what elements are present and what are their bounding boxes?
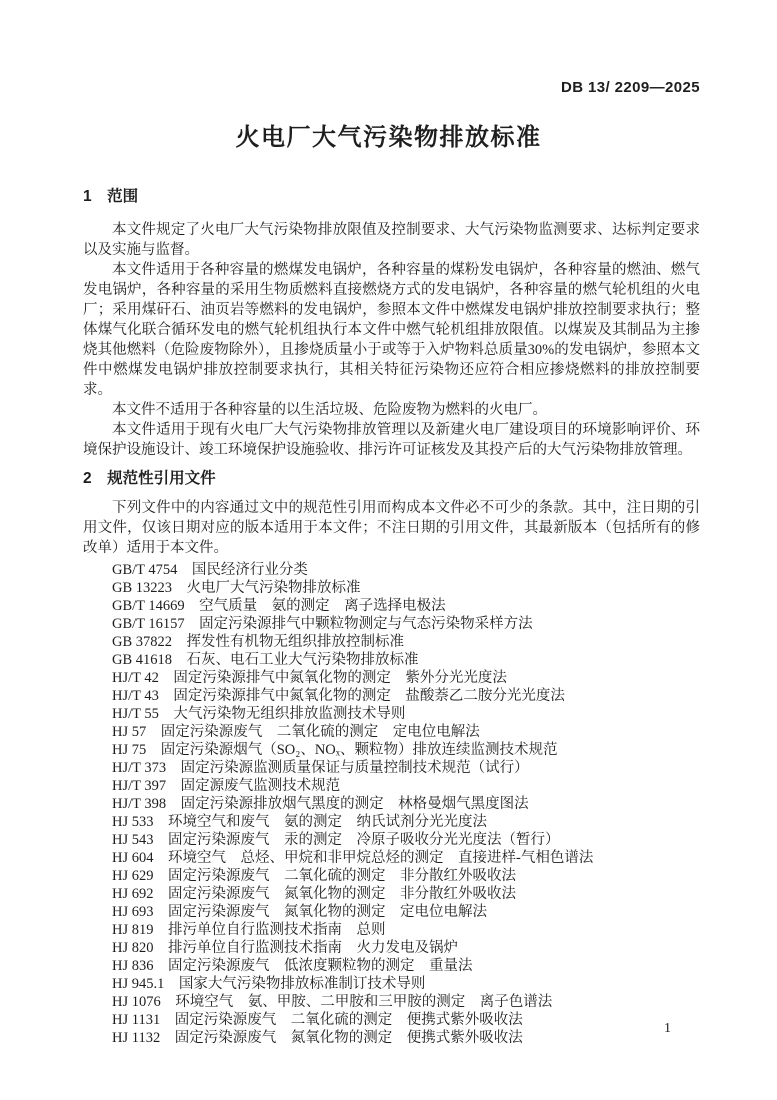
paragraph: 本文件不适用于各种容量的以生活垃圾、危险废物为燃料的火电厂。 <box>112 402 547 418</box>
paragraph: 本文件适用于现有火电厂大气污染物排放管理以及新建火电厂建设项目的环境影响评价、环境保护设施设计、竣工环境保护设施验收、排污许可证核发及其投产后的大气污染物排放管理。 <box>83 422 700 458</box>
reference-item: HJ 533 环境空气和废气 氨的测定 纳氏试剂分光光度法 <box>112 814 487 830</box>
reference-item: GB/T 4754 国民经济行业分类 <box>112 562 308 578</box>
document-body <box>83 186 700 1047</box>
section-scope <box>83 186 700 460</box>
section-2-paragraphs <box>83 498 700 558</box>
reference-item: HJ 945.1 国家大气污染物排放标准制订技术导则 <box>112 976 426 992</box>
reference-item: GB/T 16157 固定污染源排气中颗粒物测定与气态污染物采样方法 <box>112 616 533 632</box>
reference-item: HJ/T 398 固定污染源排放烟气黑度的测定 林格曼烟气黑度图法 <box>112 796 529 812</box>
reference-item: HJ 543 固定污染源废气 汞的测定 冷原子吸收分光光度法（暂行） <box>112 832 560 848</box>
reference-item: HJ 57 固定污染源废气 二氧化硫的测定 定电位电解法 <box>112 724 480 740</box>
reference-item: HJ/T 42 固定污染源排气中氮氧化物的测定 紫外分光光度法 <box>112 670 507 686</box>
reference-item: HJ/T 373 固定污染源监测质量保证与质量控制技术规范（试行） <box>112 760 529 776</box>
section-1-paragraphs <box>83 220 700 460</box>
reference-item: HJ/T 43 固定污染源排气中氮氧化物的测定 盐酸萘乙二胺分光光度法 <box>112 688 565 704</box>
reference-list <box>83 561 700 1047</box>
paragraph: 本文件适用于各种容量的燃煤发电锅炉，各种容量的煤粉发电锅炉，各种容量的燃油、燃气发电锅炉，各种容量的采用生物质燃料直接燃烧方式的发电锅炉，各种容量的燃气轮机组的火电厂；采用煤矸石、油页岩等燃料的发电锅炉，参照本文件中燃煤发电锅炉排放控制要求执行；整体煤气化联合循环发电的燃气轮机组执行本文件中燃气轮机组排放限值。以煤炭及其制品为主掺烧其他燃料（危险废物除外），且掺烧质量小于或等于入炉物料总质量30%的发电锅炉，参照本文件中燃煤发电锅炉排放控制要求执行，其相关特征污染物还应符合相应掺烧燃料的排放控制要求。 <box>83 262 700 398</box>
reference-item: HJ 75 固定污染源烟气（SO₂、NOₓ、颗粒物）排放连续监测技术规范 <box>112 742 558 758</box>
reference-item: GB/T 14669 空气质量 氨的测定 离子选择电极法 <box>112 598 446 614</box>
reference-item: GB 41618 石灰、电石工业大气污染物排放标准 <box>112 652 419 668</box>
reference-item: HJ/T 55 大气污染物无组织排放监测技术导则 <box>112 706 406 722</box>
paragraph: 下列文件中的内容通过文中的规范性引用而构成本文件必不可少的条款。其中，注日期的引用文件，仅该日期对应的版本适用于本文件；不注日期的引用文件，其最新版本（包括所有的修改单）适用于本文件。 <box>83 500 700 556</box>
reference-item: HJ 692 固定污染源废气 氮氧化物的测定 非分散红外吸收法 <box>112 886 516 902</box>
reference-item: HJ/T 397 固定源废气监测技术规范 <box>112 778 341 794</box>
page-number: 1 <box>664 1021 671 1036</box>
reference-item: HJ 1132 固定污染源废气 氮氧化物的测定 便携式紫外吸收法 <box>112 1030 523 1046</box>
reference-item: HJ 604 环境空气 总烃、甲烷和非甲烷总烃的测定 直接进样-气相色谱法 <box>112 850 594 866</box>
reference-item: HJ 693 固定污染源废气 氮氧化物的测定 定电位电解法 <box>112 904 487 920</box>
reference-item: HJ 820 排污单位自行监测技术指南 火力发电及锅炉 <box>112 940 458 956</box>
section-normative-references <box>83 468 700 1047</box>
document-title: 火电厂大气污染物排放标准 <box>235 124 542 151</box>
reference-item: HJ 629 固定污染源废气 二氧化硫的测定 非分散红外吸收法 <box>112 868 516 884</box>
reference-item: HJ 836 固定污染源废气 低浓度颗粒物的测定 重量法 <box>112 958 473 974</box>
reference-item: HJ 1131 固定污染源废气 二氧化硫的测定 便携式紫外吸收法 <box>112 1012 523 1028</box>
paragraph: 本文件规定了火电厂大气污染物排放限值及控制要求、大气污染物监测要求、达标判定要求以及实施与监督。 <box>83 222 700 258</box>
standard-number: DB 13/ 2209—2025 <box>561 79 700 96</box>
section-1-heading: 1 范围 <box>83 188 139 205</box>
reference-item: GB 13223 火电厂大气污染物排放标准 <box>112 580 361 596</box>
reference-item: GB 37822 挥发性有机物无组织排放控制标准 <box>112 634 405 650</box>
reference-item: HJ 1076 环境空气 氨、甲胺、二甲胺和三甲胺的测定 离子色谱法 <box>112 994 553 1010</box>
section-2-heading: 2 规范性引用文件 <box>83 470 216 487</box>
reference-item: HJ 819 排污单位自行监测技术指南 总则 <box>112 922 386 938</box>
